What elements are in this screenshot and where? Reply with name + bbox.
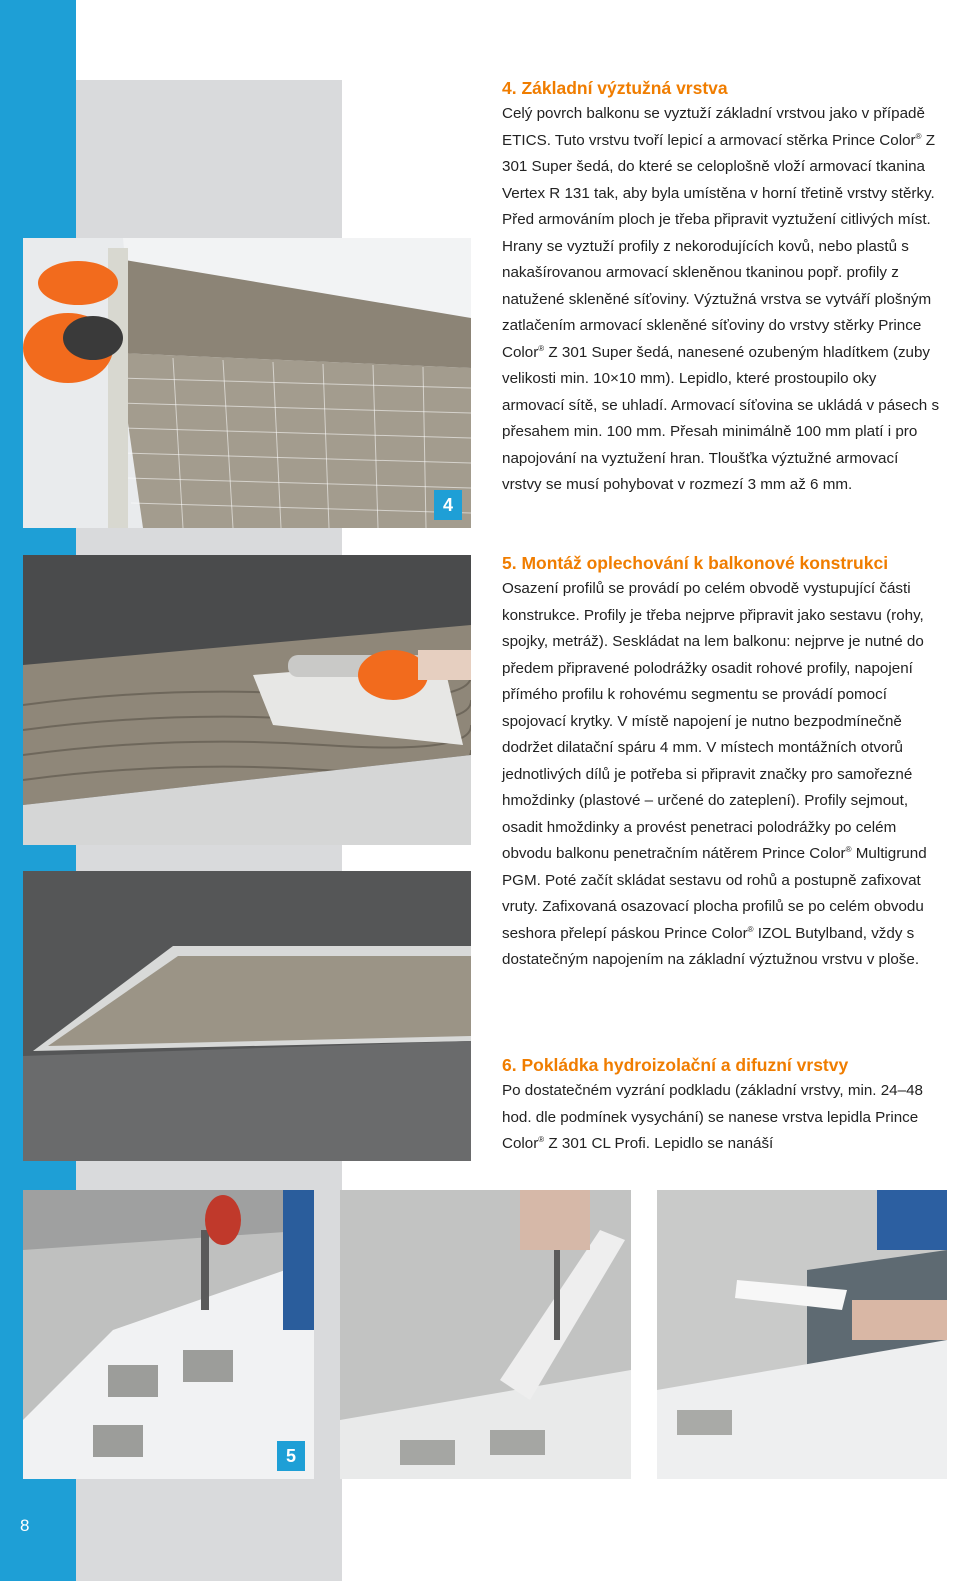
section-title: 6. Pokládka hydroizolační a difuzní vrstvy: [502, 1055, 849, 1075]
page-number: 8: [20, 1516, 30, 1535]
photo-smoothed-surface: [23, 871, 471, 1161]
section-title: 4. Základní výztužná vrstva: [502, 78, 728, 98]
photo-trowel-adhesive: [23, 555, 471, 845]
section-waterproofing-layer: [502, 1052, 942, 1158]
photo-drill-profile: [23, 1190, 314, 1479]
section-body: Po dostatečném vyzrání podkladu (základní vrstvy, min. 24–48 hod. dle podmínek vysychání) se nanese vrstva lepidla Prince Color® Z 301 CL Profi. Lepidlo se nanáší: [502, 1082, 923, 1152]
section-flashing-assembly: [502, 550, 942, 974]
photo-number-badge: 4: [434, 490, 462, 520]
section-body: Celý povrch balkonu se vyztuží základní vrstvou jako v případě ETICS. Tuto vrstvu tvoří lepicí a armovací stěrka Prince Color® Z 301 Super šedá, do které se celoplošně vloží armovací tkanina Vertex R 131 tak, aby byla umístěna v horní třetině vrstvy stěrky. Před armováním ploch je třeba připravit vyztužení citlivých míst. Hrany se vyztuží profily z nekorodujících kovů, nebo plastů s nakašírovanou armovací skleněnou tkaninou popř. profily z natužené skleněné síťoviny. Výztužná vrstva se vytváří plošným zatlačením armovací skleněné síťoviny do vrstvy stěrky Prince Color® Z 301 Super šedá, nanesené ozubeným hladítkem (zuby velikosti min. 10×10 mm). Lepidlo, které prostoupilo oky armovací sítě, se uhladí. Armovací síťovina se ukládá v pásech s přesahem min. 100 mm. Přesah minimálně 100 mm platí i pro napojování na vyztužení hran. Tloušťka výztužné armovací vrstvy se musí pohybovat v rozmezí 3 mm až 6 mm.: [502, 105, 940, 493]
photo-butyl-tape: [657, 1190, 947, 1479]
section-title: 5. Montáž oplechování k balkonové konstrukci: [502, 553, 889, 573]
photo-screw-profile: [340, 1190, 631, 1479]
photo-mesh-edge: [23, 238, 471, 528]
photo-number-badge: 5: [277, 1441, 305, 1471]
section-reinforcement-layer: [502, 75, 942, 499]
section-body: Osazení profilů se provádí po celém obvodě vystupující části konstrukce. Profily je třeba nejprve připravit jako sestavu (rohy, spojky, metráž). Seskládat na lem balkonu: nejprve je nutné do předem připravené polodrážky osadit rohové profily, napojení přímého profilu k rohovému segmentu se provádí pomocí spojovací krytky. V místě napojení je nutno bezpodmínečně dodržet dilatační spáru 4 mm. V místech montážních otvorů jednotlivých dílů je potřeba si připravit značky pro samořezné hmoždinky (plastové – určené do zateplení). Profily sejmout, osadit hmoždinky a provést penetraci polodrážky po celém obvodu balkonu penetračním nátěrem Prince Color® Multigrund PGM. Poté začít skládat sestavu od rohů a postupně zafixovat vruty. Zafixovaná osazovací plocha profilů se po celém obvodu seshora přelepí páskou Prince Color® IZOL Butylband, vždy s dostatečným napojením na základní výztužnou vrstvu v ploše.: [502, 580, 927, 968]
